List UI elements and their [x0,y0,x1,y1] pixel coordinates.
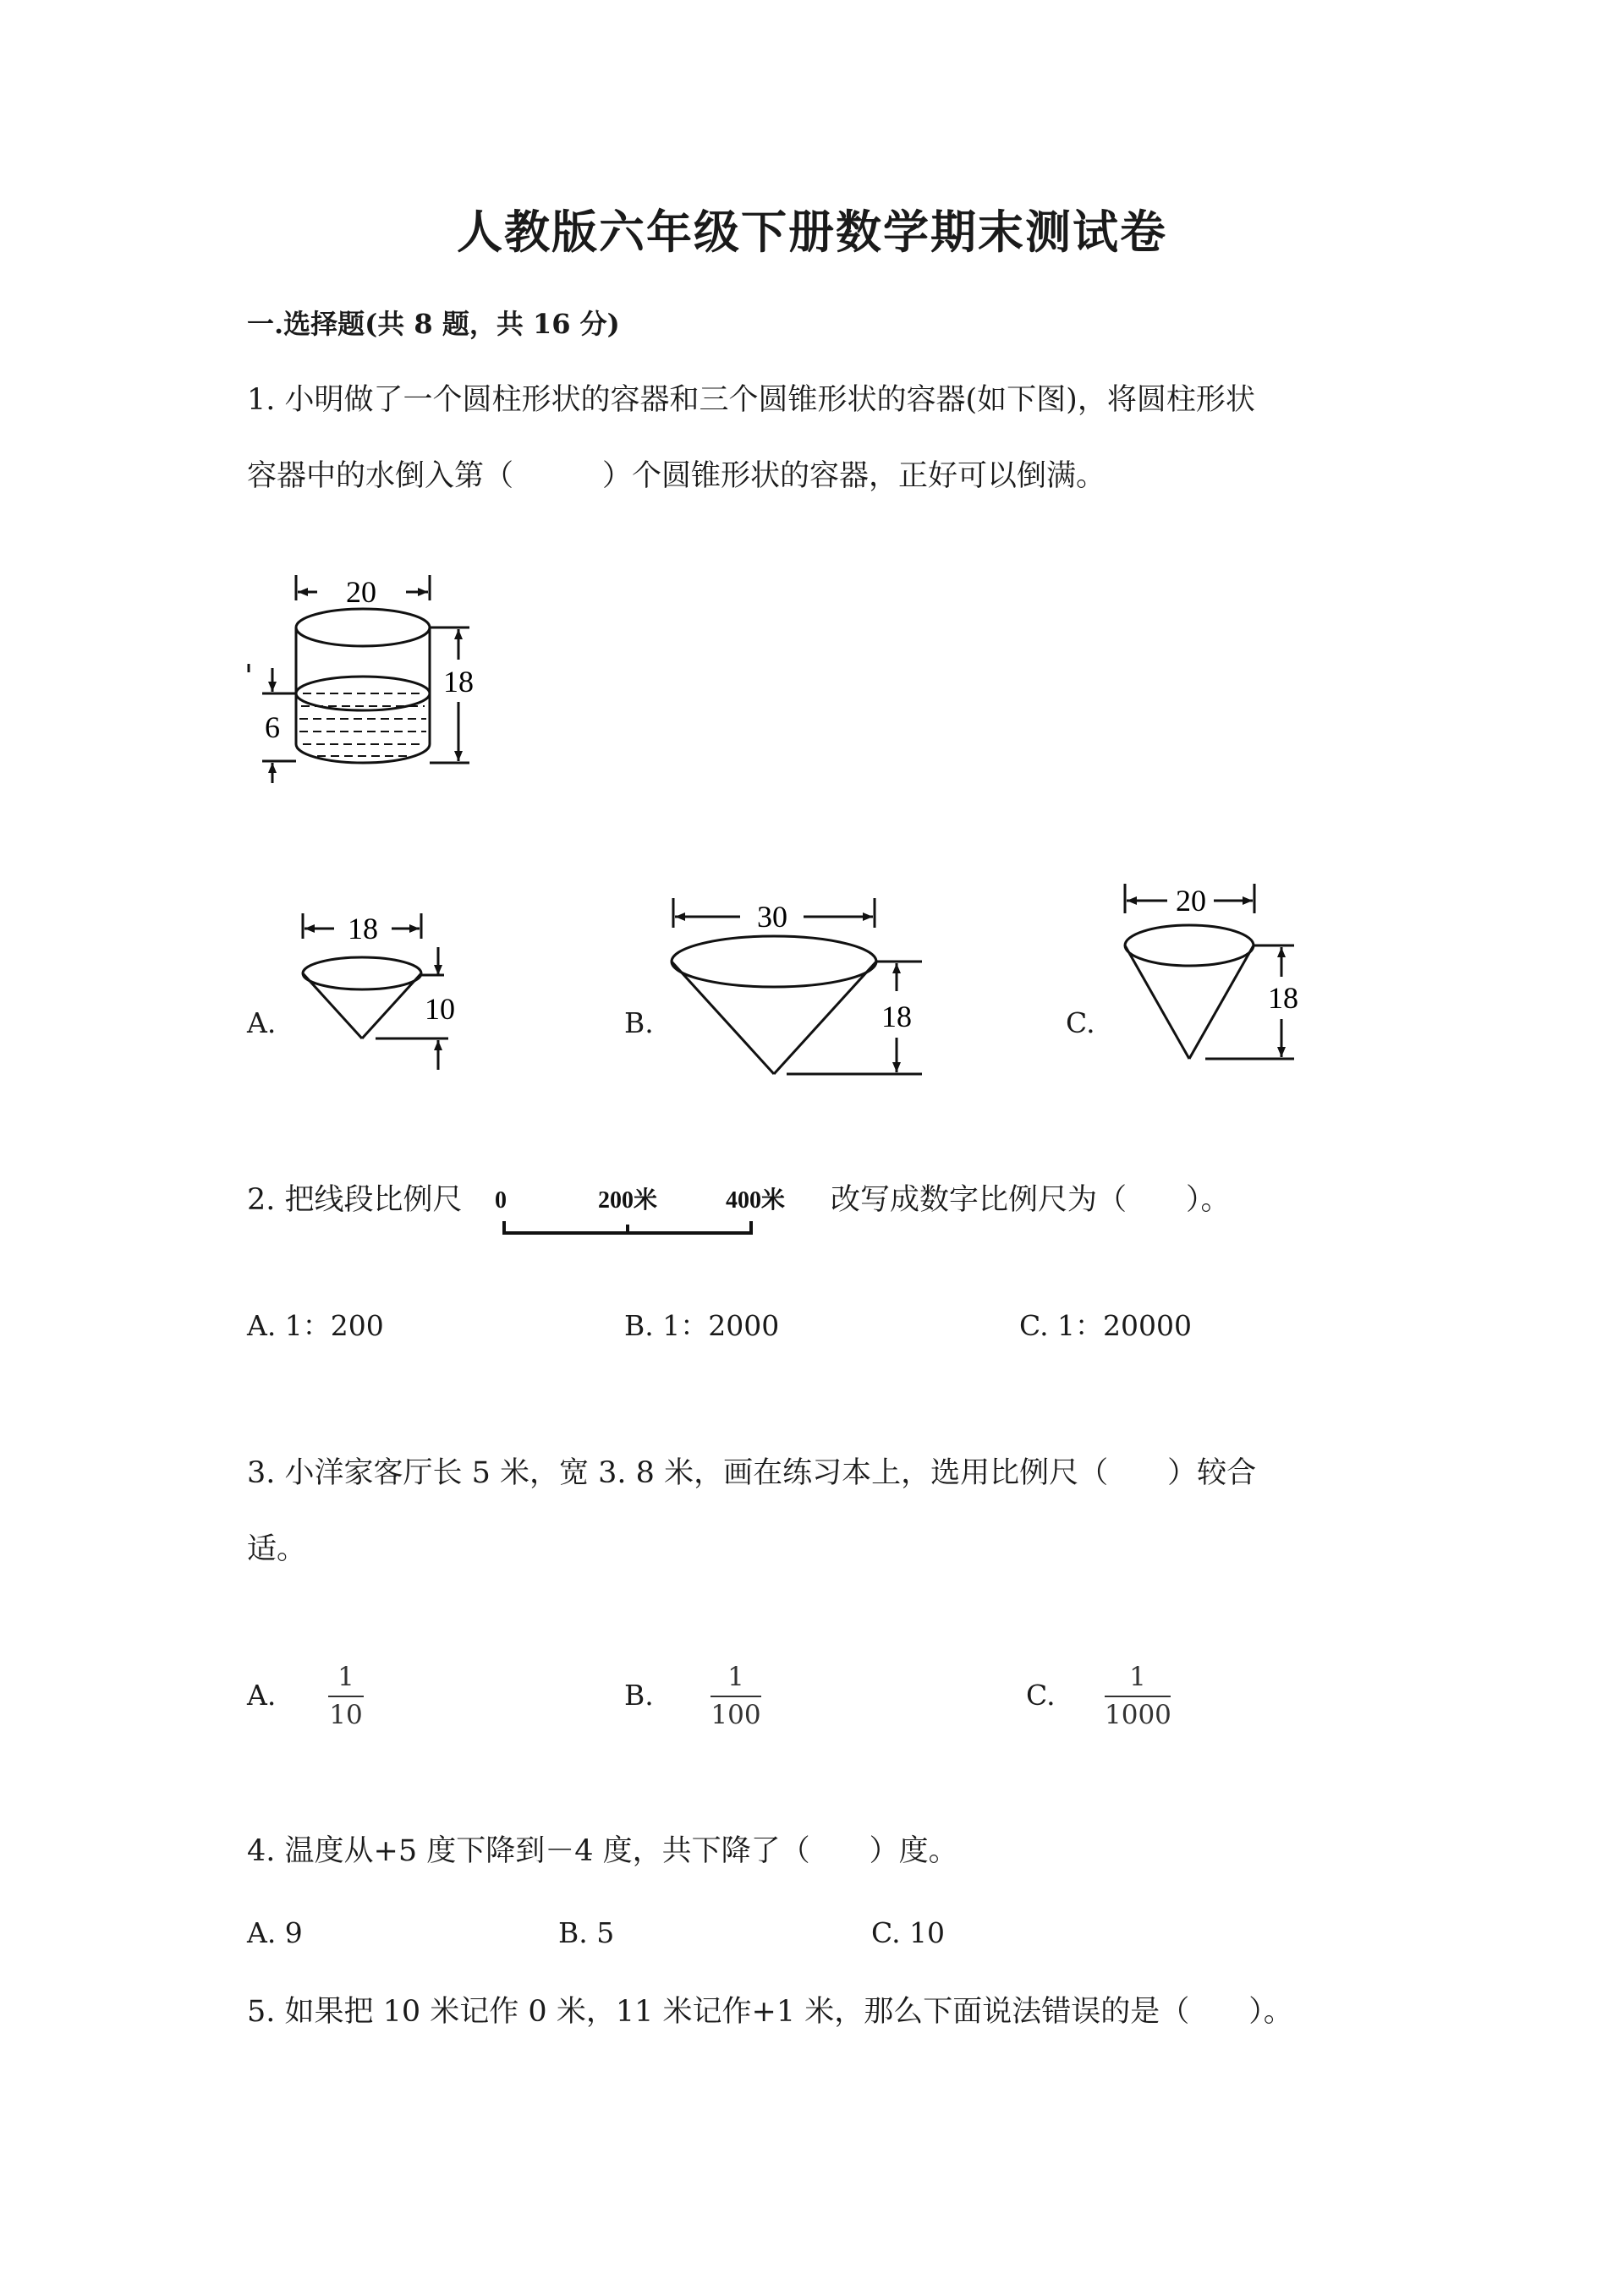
question-4-option-b: B. 5 [558,1916,615,1949]
question-4-option-a: A. 9 [247,1916,303,1949]
fraction-1-10-numerator: 1 [337,1662,354,1692]
scale-label-0: 0 [495,1187,507,1214]
cone-c-figure [1112,879,1324,1074]
fraction-1-100-denominator: 100 [710,1700,761,1730]
scale-label-200: 200米 [597,1187,658,1214]
question-2-suffix: 改写成数字比例尺为（ ）。 [831,1183,1231,1217]
option-b-label: B. [624,1006,654,1039]
cylinder-diameter-label: 20 [346,575,376,609]
option-c-label: C. [1066,1006,1095,1039]
fraction-1-100-numerator: 1 [727,1662,744,1692]
question-4-text: 4. 温度从+5 度下降到－4 度，共下降了（ ）度。 [247,1834,958,1868]
cone-b-figure [660,890,930,1084]
cylinder-water-label: 6 [265,710,280,744]
question-3-option-b-letter: B. [624,1679,654,1712]
question-2-option-c: C. 1：20000 [1019,1309,1193,1342]
line-scale-figure [491,1177,812,1245]
page-title: 人教版六年级下册数学期末测试卷 [457,205,1167,259]
question-3-option-a-letter: A. [247,1679,277,1712]
scale-label-400: 400米 [725,1187,786,1214]
question-3-line-2: 适。 [247,1532,307,1566]
question-2-option-b: B. 1：2000 [624,1309,780,1342]
fraction-1-10-denominator: 10 [329,1700,363,1730]
fraction-1-1000 [1105,1664,1171,1729]
fraction-1-1000-denominator: 1000 [1105,1700,1171,1730]
option-a-label: A. [247,1006,277,1039]
cone-c-height-label: 18 [1268,981,1298,1015]
question-1-line-1: 1. 小明做了一个圆柱形状的容器和三个圆锥形状的容器(如下图)，将圆柱形状 [247,383,1255,417]
fraction-1-10 [328,1664,364,1729]
fraction-1-1000-numerator: 1 [1129,1662,1146,1692]
section-heading: 一.选择题(共 8 题，共 16 分) [247,308,620,340]
question-5-text: 5. 如果把 10 米记作 0 米，11 米记作+1 米，那么下面说法错误的是（ ）。 [247,1995,1293,2029]
question-3-line-1: 3. 小洋家客厅长 5 米，宽 3. 8 米，画在练习本上，选用比例尺（ ）较合 [247,1456,1257,1490]
cone-b-diameter-label: 30 [757,900,787,934]
question-4-option-c: C. 10 [871,1916,946,1949]
question-2-prefix: 2. 把线段比例尺 [247,1183,463,1217]
question-1-line-2: 容器中的水倒入第（ ）个圆锥形状的容器，正好可以倒满。 [247,459,1106,493]
fraction-1-100 [710,1664,761,1729]
question-3-option-c-letter: C. [1026,1679,1056,1712]
cone-a-diameter-label: 18 [348,912,378,945]
question-2-option-a: A. 1：200 [247,1309,384,1342]
cone-a-figure [288,905,482,1074]
cone-a-height-label: 10 [425,992,455,1026]
cylinder-height-label: 18 [443,665,474,699]
cone-c-diameter-label: 20 [1176,884,1206,918]
cylinder-figure [237,567,491,786]
cone-b-height-label: 18 [881,1000,912,1033]
